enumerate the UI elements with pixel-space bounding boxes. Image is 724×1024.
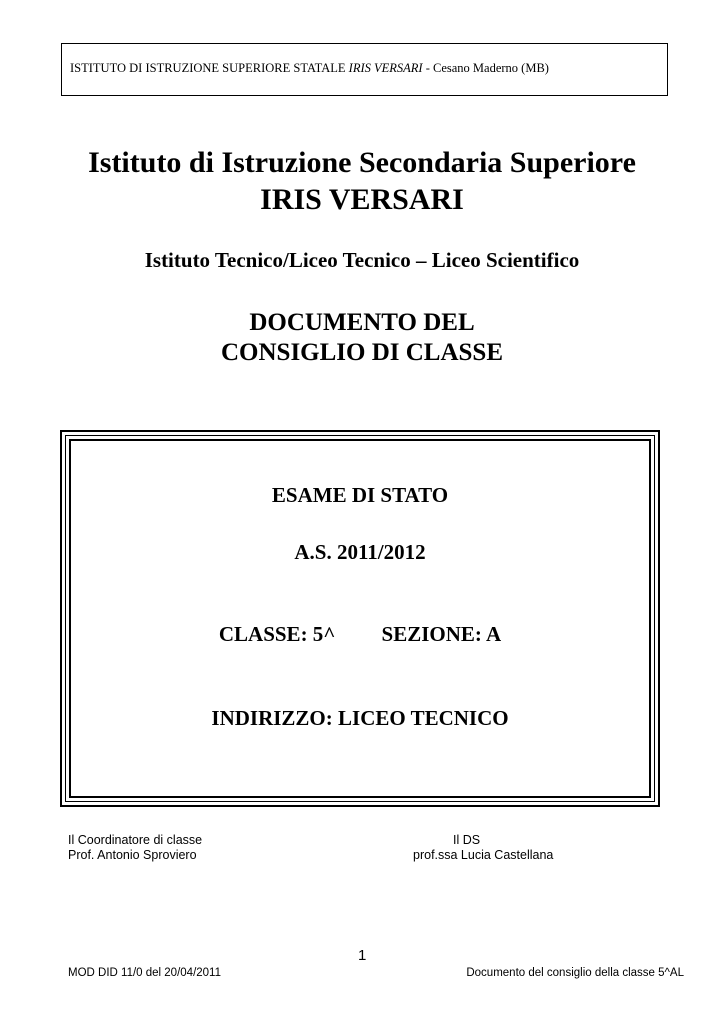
section-label: SEZIONE: A (381, 622, 502, 646)
footer-document-name: Documento del consiglio della classe 5^AL (466, 967, 684, 979)
class-section-row (60, 622, 660, 647)
header-suffix: - Cesano Maderno (MB) (422, 61, 549, 75)
header-prefix: ISTITUTO DI ISTRUZIONE SUPERIORE STATALE (70, 61, 349, 75)
document-title-line-1: DOCUMENTO DEL (249, 309, 475, 336)
coordinator-role: Il Coordinatore di classe (68, 833, 203, 847)
coordinator-name: Prof. Antonio Sproviero (68, 848, 197, 862)
header-box (61, 43, 668, 96)
class-label: CLASSE: 5^ (218, 622, 336, 646)
title-line-2: IRIS VERSARI (260, 183, 464, 216)
title-line-1: Istituto di Istruzione Secondaria Superiore (88, 146, 636, 179)
header-school-name: IRIS VERSARI (348, 61, 423, 75)
principal-name: prof.ssa Lucia Castellana (413, 848, 554, 862)
principal-role: Il DS (453, 833, 481, 847)
school-year: A.S. 2011/2012 (294, 540, 426, 564)
footer-form-code: MOD DID 11/0 del 20/04/2011 (68, 967, 221, 979)
subtitle: Istituto Tecnico/Liceo Tecnico – Liceo Scientifico (144, 248, 580, 272)
exam-title: ESAME DI STATO (271, 483, 449, 507)
header-text (70, 61, 549, 76)
track-label: INDIRIZZO: LICEO TECNICO (211, 706, 509, 730)
document-title-line-2: CONSIGLIO DI CLASSE (220, 339, 504, 366)
page-number: 1 (358, 947, 367, 964)
